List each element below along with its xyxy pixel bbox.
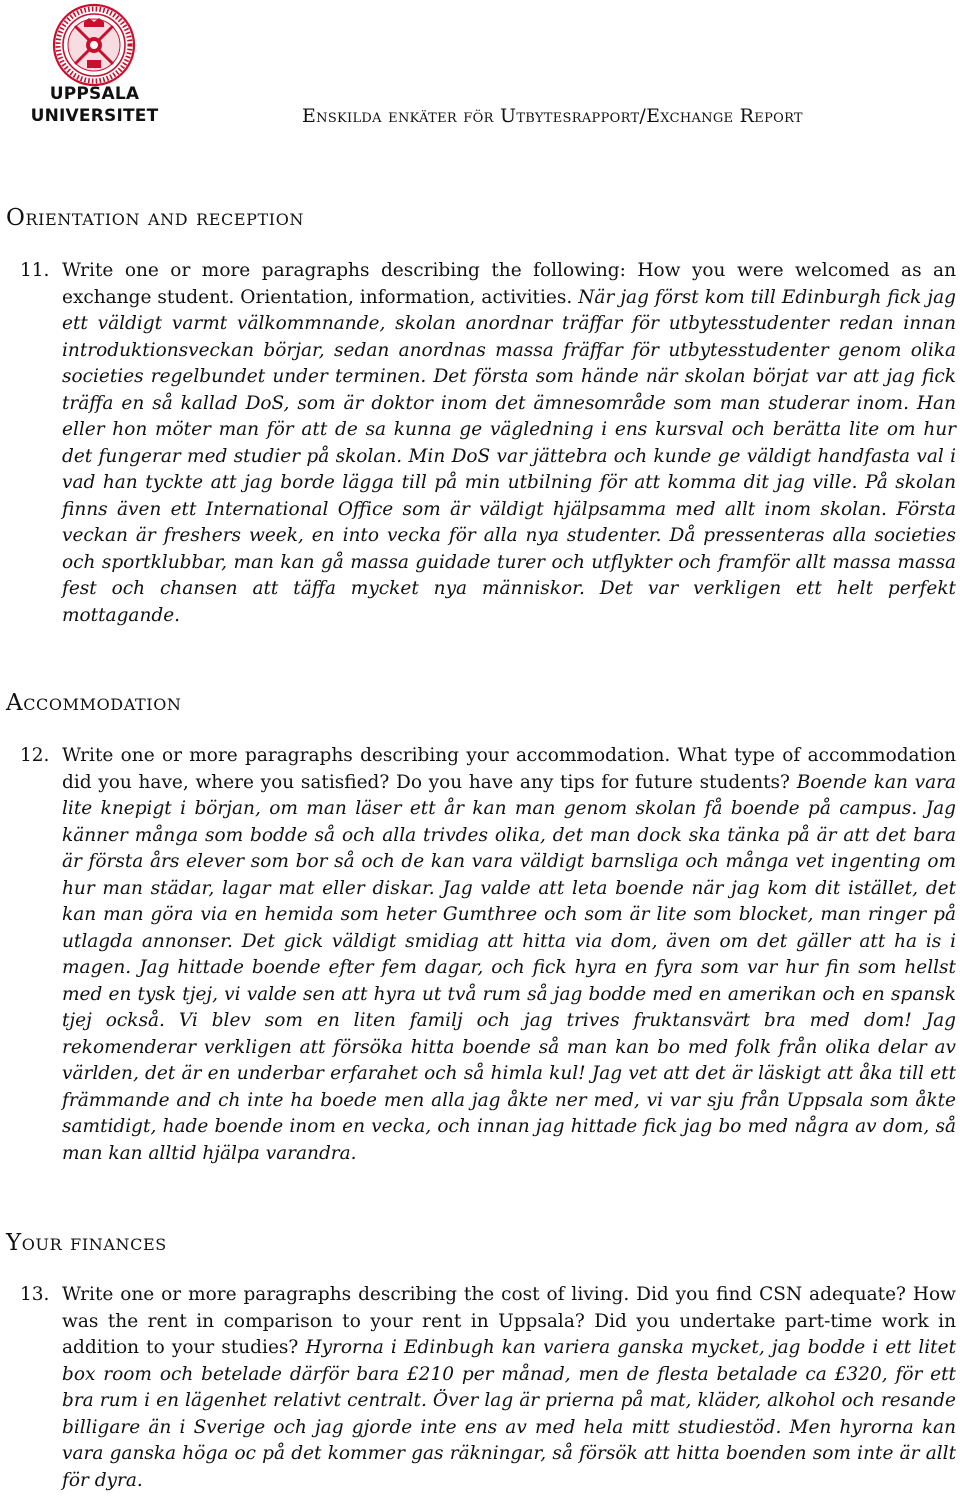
section-heading-accommodation: Accommodation [6, 690, 182, 716]
section-heading-orientation: Orientation and reception [6, 205, 305, 231]
document-title: Enskilda enkäter för Utbytesrapport/Exchange Report [302, 105, 803, 127]
question-body [62, 1282, 956, 1494]
question-item-13 [20, 1282, 956, 1494]
logo-text-uppsala: UPPSALA [49, 84, 140, 104]
question-text: Write one or more paragraphs describing your accommodation. What type of accommodation did you have, where you satisfied? Do you have any tips for future students? [62, 745, 956, 793]
question-number: 13. [20, 1284, 50, 1305]
answer-text: Boende kan vara lite knepigt i början, om man läser ett år kan man genom skolan få boende på campus. Jag känner många som bodde så och alla trivdes olika, det man dock ska tänka på är att det bara är första års elever som bor så och de kan vara väldigt barnsliga och många vet ingenting om hur man städar, lagar mat eller diskar. Jag valde att leta boende när jag kom dit istället, det kan man göra via en hemida som heter Gumthree och som är lite som blocket, man ringer på utlagda annonser. Det gick väldigt smidiag att hitta via dom, även om det gäller att ha is i magen. Jag hittade boende efter fem dagar, och fick hyra en fyra som var hur fin som hellst med en tysk tjej, vi valde sen att hyra ut två rum så jag bodde med en amerikan och en spansk tjej också. Vi blev som en liten familj och jag trives fruktansvärt bra med dom! Jag rekomenderar verkligen att försöka hitta boende så man kan bo med folk från olika delar av världen, det är en underbar erfarahet och så himla kul! Jag vet att det är läskigt att åka till ett främmande and ch inte ha boede men alla jag åkte ner med, vi var sju från Uppsala som åkte samtidigt, hade boende inom en vecka, och innan jag hittade fick jag bo med några av dom, så man kan alltid hjälpa varandra. [62, 771, 956, 1164]
question-number: 12. [20, 745, 50, 766]
answer-text: När jag först kom till Edinburgh fick jag ett väldigt varmt välkommnande, skolan anordnar träffar för utbytesstudenter redan innan introduktionsveckan börjar, sedan anordnas massa fräffar för utbytesstudenter genom olika societies regelbundet under terminen. Det första som hände när skolan börjat var att jag fick träffa en så kallad DoS, som är doktor inom det ämnesområde som man studerar inom. Han eller hon möter man för att de sa kunna ge vägledning i ens kursval och berätta lite om hur det fungerar med studier på skolan. Min DoS var jättebra och kunde ge väldigt handfasta val i vad han tyckte att jag borde lägga till på min utbilning för att komma dit jag ville. På skolan finns även ett International Office som är väldigt hjälpsamma med allt inom skolan. Första veckan är freshers week, en into vecka för alla nya studenter. Då pressenteras alla societies och sportklubbar, man kan gå massa guidade turer och utflykter och framför allt massa massa fest och chansen att täffa mycket nya människor. Det var verkligen ett helt perfekt mottagande. [62, 286, 956, 626]
question-number: 11. [20, 260, 50, 281]
question-item-12 [20, 743, 956, 1167]
question-text: Write one or more paragraphs describing the following: How you were welcomed as an exchange student. Orientation, information, activities. [62, 260, 956, 308]
logo-text-universitet: UNIVERSITET [30, 106, 159, 126]
answer-text: Hyrorna i Edinbugh kan variera ganska mycket, jag bodde i ett litet box room och betelade därför bara £210 per månad, men de flesta betalade ca £320, för ett bra rum i en lägenhet relativt centralt. Över lag är prierna på mat, kläder, alkohol och resande billigare än i Sverige och jag gjorde inte ens av med hela mitt studiestöd. Men hyrorna kan vara ganska höga oc på det kommer gas räkningar, så försök att hitta boenden som inte är allt för dyra. [62, 1337, 957, 1491]
university-logo [27, 2, 162, 130]
section-heading-finances: Your finances [6, 1230, 167, 1256]
question-body [62, 743, 956, 1167]
university-seal-icon [51, 2, 137, 88]
question-item-11 [20, 258, 956, 629]
question-body [62, 258, 956, 629]
question-text: Write one or more paragraphs describing the cost of living. Did you find CSN adequate? How was the rent in comparison to your rent in Uppsala? Did you undertake part-time work in addition to your studies? [62, 1284, 956, 1358]
